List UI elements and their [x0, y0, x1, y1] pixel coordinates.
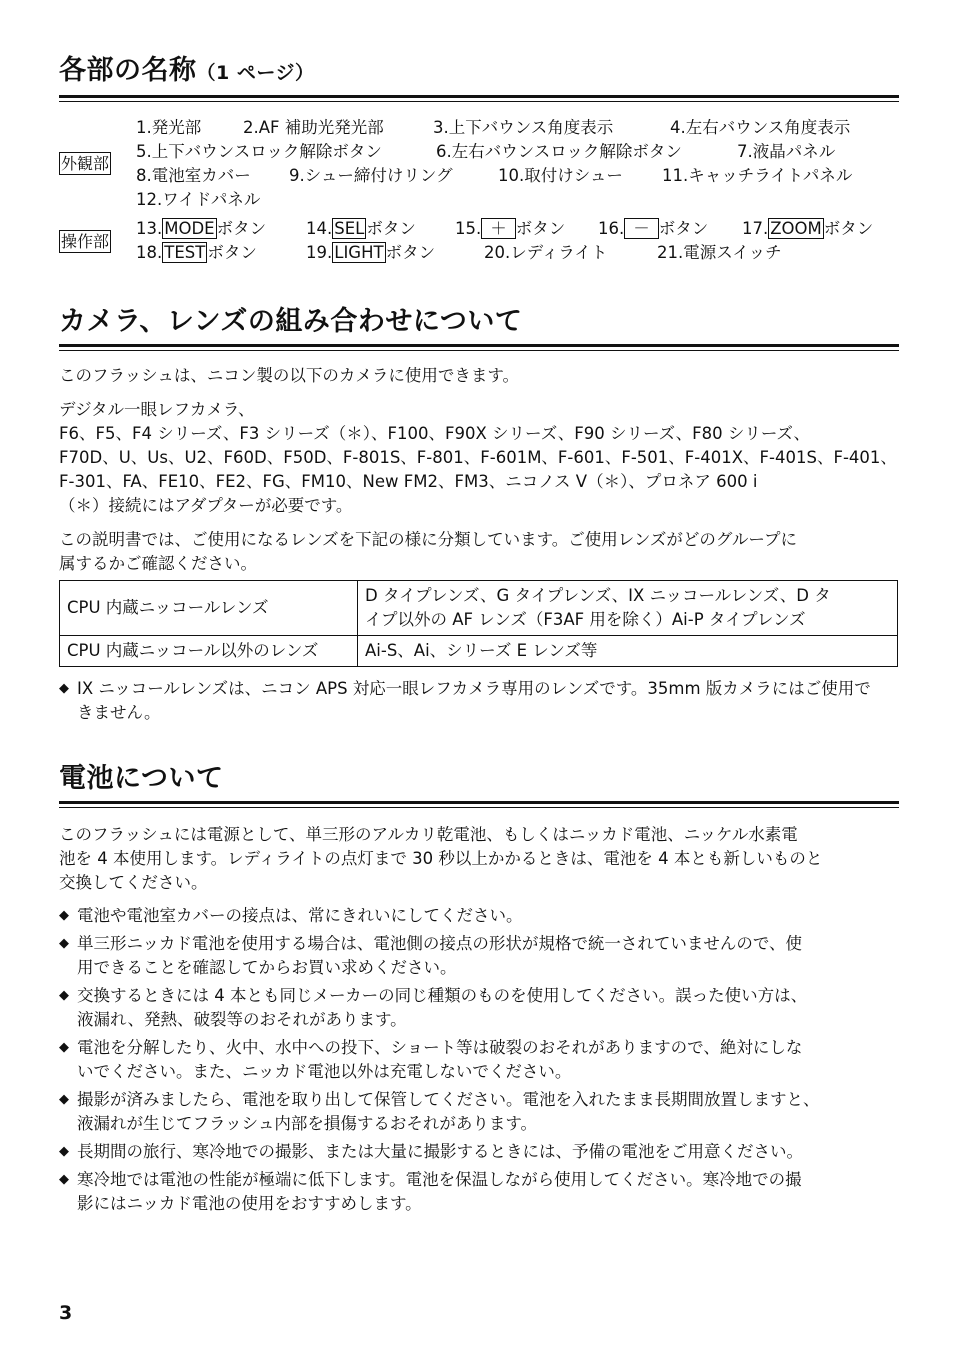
battery-note: ◆ 電池や電池室カバーの接点は、常にきれいにしてください。: [59, 904, 899, 928]
part-item: 2.AF 補助光発光部: [243, 118, 384, 137]
section-title-batteries: 電池について: [59, 762, 899, 804]
part-item: 8.電池室カバー: [136, 166, 251, 185]
battery-note: ◆ 寒冷地では電池の性能が極端に低下します。電池を保温しながら使用してください。寒冷地での撮 影にはニッカド電池の使用をおすすめします。: [59, 1170, 802, 1213]
lens-table: [59, 580, 898, 667]
part-item: 6.左右バウンスロック解除ボタン: [436, 142, 682, 161]
compat-intro: このフラッシュは、ニコン製の以下のカメラに使用できます。: [59, 366, 520, 385]
battery-intro-1: このフラッシュには電源として、単三形のアルカリ乾電池、もしくはニッカド電池、ニッケル水素電: [59, 825, 798, 844]
part-item: 11.キャッチライトパネル: [662, 166, 853, 185]
control-plus: 15. ＋ ボタン: [455, 219, 566, 238]
compat-models-1: F6、F5、F4 シリーズ、F3 シリーズ（＊）、F100、F90X シリーズ、F90 シリーズ、F80 シリーズ、: [59, 424, 811, 443]
title-text: 各部の名称: [59, 55, 197, 86]
lens-intro-2: 属するかご確認ください。: [59, 554, 257, 573]
table-cell: D タイプレンズ、G タイプレンズ、IX ニッコールレンズ、D タ イプ以外の AF レンズ（F3AF 用を除く）Ai-P タイプレンズ: [358, 581, 898, 636]
control-sel: 14. SEL ボタン: [306, 219, 416, 238]
table-row: [60, 581, 898, 636]
control-power-switch: 21.電源スイッチ: [657, 243, 782, 262]
battery-note: ◆ 電池を分解したり、火中、水中への投下、ショート等は破裂のおそれがありますので、絶対にしな いでください。また、ニッカド電池以外は充電しないでください。: [59, 1038, 803, 1081]
minus-button-label: －: [624, 218, 659, 239]
test-button-label: TEST: [164, 243, 206, 262]
bullet-icon: ◆: [59, 1144, 69, 1159]
section-title-camera-lens: カメラ、レンズの組み合わせについて: [59, 305, 899, 347]
camera-lens-body: [59, 364, 899, 725]
control-minus: 16. － ボタン: [598, 219, 709, 238]
exterior-label: 外観部: [61, 154, 110, 173]
light-button-label: LIGHT: [334, 243, 384, 262]
bullet-icon: ◆: [59, 681, 69, 696]
table-cell: CPU 内蔵ニッコールレンズ: [60, 581, 358, 636]
title-subtext: （1 ページ）: [196, 62, 315, 84]
compat-models-3: F-301、FA、FE10、FE2、FG、FM10、New FM2、FM3、ニコノス V（＊）、プロネア 600 i: [59, 472, 758, 491]
sel-button-label: SEL: [334, 219, 365, 238]
zoom-button-label: ZOOM: [770, 219, 822, 238]
bullet-icon: ◆: [59, 936, 69, 951]
battery-intro-2: 池を 4 本使用します。レディライトの点灯まで 30 秒以上かかるときは、電池を 4 本とも新しいものと: [59, 849, 823, 868]
part-item: 10.取付けシュー: [498, 166, 623, 185]
mode-button-label: MODE: [164, 219, 215, 238]
part-item: 1.発光部: [136, 118, 202, 137]
table-cell: CPU 内蔵ニッコール以外のレンズ: [60, 636, 358, 667]
table-row: [60, 636, 898, 667]
bullet-icon: ◆: [59, 988, 69, 1003]
page-number: 3: [59, 1302, 73, 1324]
control-mode: 13. MODE ボタン: [136, 219, 267, 238]
section-camera-lens: [59, 305, 899, 347]
battery-intro-3: 交換してください。: [59, 873, 208, 892]
part-item: 9.シュー締付けリング: [289, 166, 453, 185]
battery-note: ◆ 単三形ニッカド電池を使用する場合は、電池側の接点の形状が規格で統一されていませんので、使 用できることを確認してからお買い求めください。: [59, 934, 803, 977]
section-batteries: [59, 762, 899, 804]
bullet-icon: ◆: [59, 908, 69, 923]
battery-note: ◆ 長期間の旅行、寒冷地での撮影、または大量に撮影するときには、予備の電池をご用意ください。: [59, 1140, 899, 1164]
compat-models-2: F70D、U、Us、U2、F60D、F50D、F-801S、F-801、F-601M、F-601、F-501、F-401X、F-401S、F-401、: [59, 448, 897, 467]
control-zoom: 17. ZOOM ボタン: [742, 219, 874, 238]
compat-adapter-note: （＊）接続にはアダプターが必要です。: [59, 496, 353, 515]
part-item: 5.上下バウンスロック解除ボタン: [136, 142, 382, 161]
part-item: 12.ワイドパネル: [136, 190, 261, 209]
part-item: 4.左右バウンス角度表示: [670, 118, 851, 137]
part-item: 7.液晶パネル: [737, 142, 836, 161]
control-light: 19. LIGHT ボタン: [306, 243, 436, 262]
bullet-icon: ◆: [59, 1040, 69, 1055]
battery-note: ◆ 撮影が済みましたら、電池を取り出して保管してください。電池を入れたまま長期間放置しますと、 液漏れが生じてフラッシュ内部を損傷するおそれがあります。: [59, 1090, 820, 1133]
compat-digital: デジタル一眼レフカメラ、: [59, 400, 255, 419]
plus-button-label: ＋: [481, 218, 516, 239]
section-part-names: [59, 54, 899, 98]
control-test: 18. TEST ボタン: [136, 243, 257, 262]
controls-label: 操作部: [61, 232, 110, 251]
ix-lens-note: ◆ IX ニッコールレンズは、ニコン APS 対応一眼レフカメラ専用のレンズです。35mm 版カメラにはご使用で きません。: [59, 679, 871, 722]
bullet-icon: ◆: [59, 1092, 69, 1107]
section-title-part-names: [59, 54, 899, 98]
bullet-icon: ◆: [59, 1172, 69, 1187]
batteries-body: [59, 823, 899, 1216]
battery-notes: [59, 904, 899, 1216]
part-item: 3.上下バウンス角度表示: [433, 118, 614, 137]
control-ready-light: 20.レディライト: [484, 243, 608, 262]
lens-intro-1: この説明書では、ご使用になるレンズを下記の様に分類しています。ご使用レンズがどのグループに: [59, 530, 798, 549]
table-cell: Ai-S、Ai、シリーズ E レンズ等: [358, 636, 898, 667]
battery-note: ◆ 交換するときには 4 本とも同じメーカーの同じ種類のものを使用してください。誤った使い方は、 液漏れ、発熱、破裂等のおそれがあります。: [59, 986, 808, 1029]
